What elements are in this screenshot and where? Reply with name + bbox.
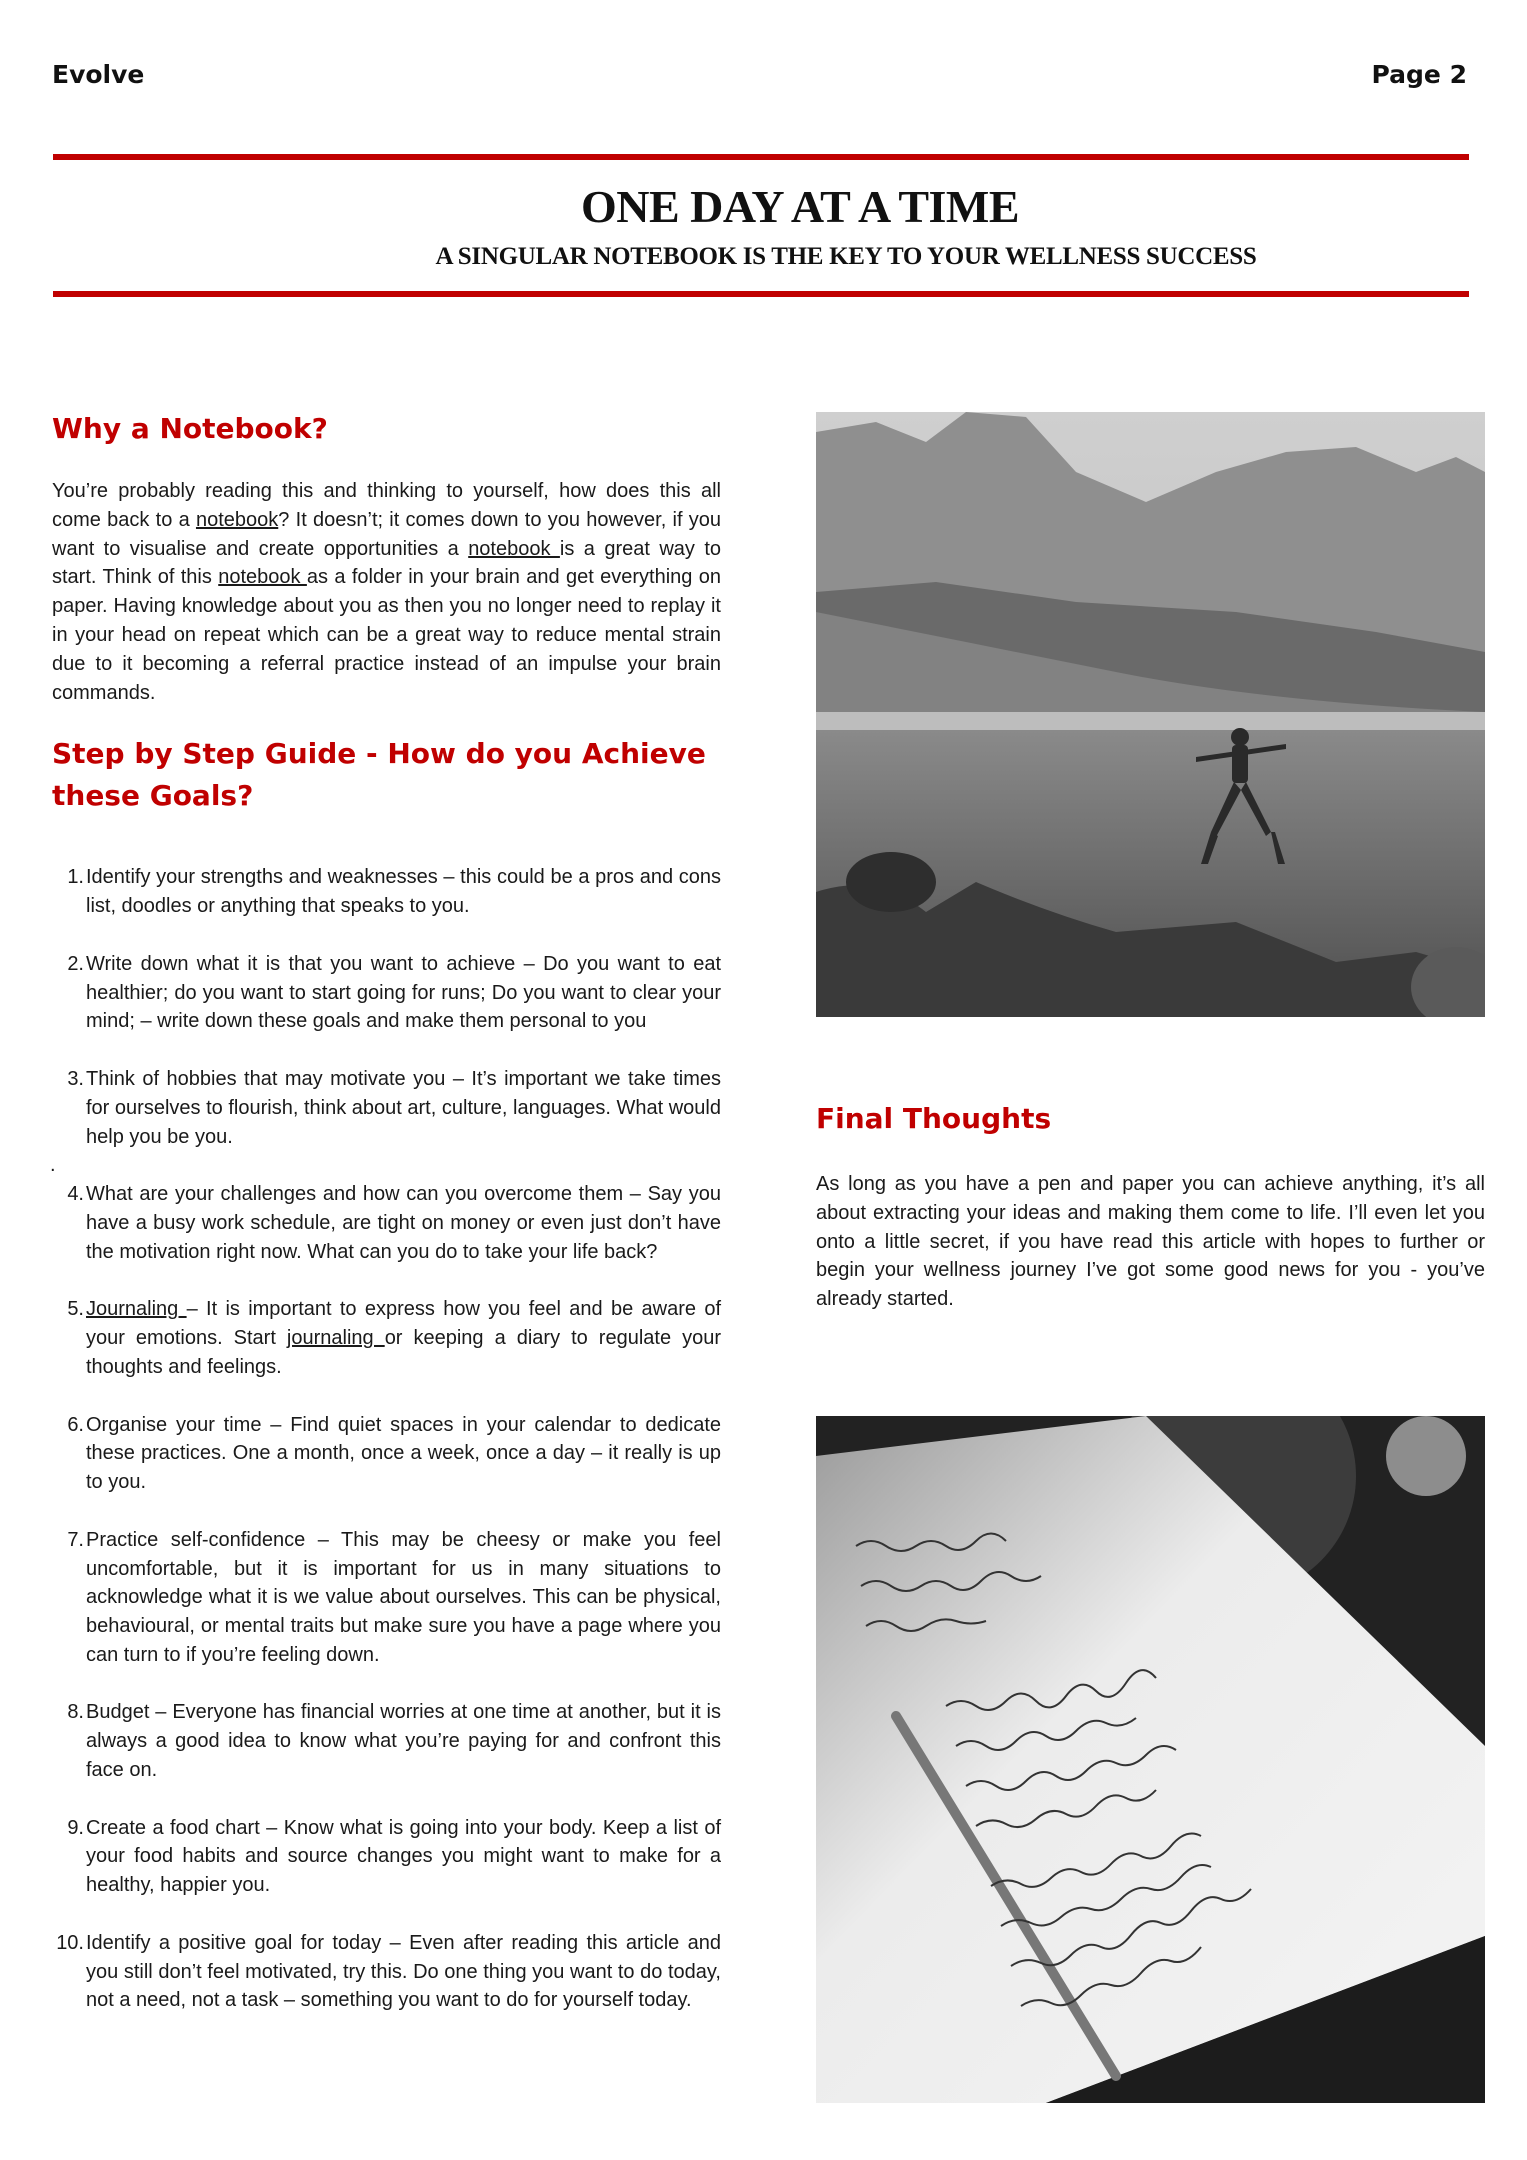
item-number: 3. bbox=[67, 1067, 84, 1090]
left-column bbox=[52, 408, 721, 2044]
item-number: 5. bbox=[67, 1298, 84, 1321]
item-number: 8. bbox=[67, 1701, 84, 1724]
item-number: 9. bbox=[67, 1816, 84, 1839]
guide-heading: Step by Step Guide - How do you Achieve these Goals? bbox=[52, 737, 706, 813]
notebook-link[interactable]: notebook bbox=[195, 508, 279, 531]
text: as a folder in your brain and get everything on paper. Having knowledge about you as then you no longer need to replay it in your head on repeat which can be a great way to reduce mental strain due to it becoming a referral practice instead of an impulse your brain commands. bbox=[52, 566, 721, 704]
notebook-link[interactable]: notebook bbox=[468, 537, 560, 560]
text: is a great way to start. Think of this bbox=[52, 537, 721, 589]
text: ? It doesn’t; it comes down to you however, if you want to visualise and create opportunities a bbox=[52, 508, 721, 560]
list-item bbox=[52, 1065, 721, 1151]
bottom-divider bbox=[53, 291, 1469, 297]
item-number: 4. bbox=[67, 1183, 84, 1206]
item-text: Think of hobbies that may motivate you – It’s important we take times for ourselves to flourish, think about art, culture, languages. What would help you be you. bbox=[86, 1067, 721, 1148]
item-text: Identify your strengths and weaknesses – this could be a pros and cons list, doodles or anything that speaks to you. bbox=[86, 866, 721, 918]
item-text: Budget – Everyone has financial worries at one time at another, but it is always a good idea to know what you’re paying for and confront this face on. bbox=[86, 1701, 721, 1782]
list-item bbox=[52, 1698, 721, 1784]
list-item bbox=[52, 1526, 721, 1670]
list-item bbox=[52, 863, 721, 921]
list-item bbox=[52, 950, 721, 1036]
brand-name: Evolve bbox=[52, 60, 145, 89]
page-subtitle: A SINGULAR NOTEBOOK IS THE KEY TO YOUR WELLNESS SUCCESS bbox=[435, 243, 1257, 270]
why-paragraph bbox=[52, 477, 721, 707]
item-text: Organise your time – Find quiet spaces in your calendar to dedicate these practices. One a month, once a week, once a day – it really is up to you. bbox=[86, 1413, 721, 1494]
item-number: 6. bbox=[67, 1413, 84, 1436]
page-title: ONE DAY AT A TIME bbox=[580, 181, 1020, 232]
stray-mark: . bbox=[50, 1154, 56, 1177]
page-number: Page 2 bbox=[1371, 60, 1467, 89]
final-paragraph: As long as you have a pen and paper you can achieve anything, it’s all about extracting your ideas and making them come to life. I’ll even let you onto a little secret, if you have read this article with hopes to further or begin your wellness journey I’ve got some good news for you - you’ve already started. bbox=[816, 1173, 1485, 1311]
item-number: 10. bbox=[56, 1931, 84, 1954]
text: You’re probably reading this and thinking to yourself, how does this all come back to a bbox=[52, 480, 721, 531]
list-item bbox=[52, 1295, 721, 1381]
item-text: – It is important to express how you feel and be aware of your emotions. Start bbox=[86, 1298, 721, 1350]
steps-list bbox=[52, 863, 721, 2015]
list-item bbox=[52, 1180, 721, 1266]
item-text: Identify a positive goal for today – Even after reading this article and you still don’t feel motivated, try this. Do one thing you want to do today, not a need, not a task – something you want to do for yourself today. bbox=[86, 1931, 721, 2012]
list-item bbox=[52, 1411, 721, 1497]
journaling-link[interactable]: journaling bbox=[286, 1327, 385, 1350]
list-item bbox=[52, 1929, 721, 2015]
item-text: Practice self-confidence – This may be cheesy or make you feel uncomfortable, but it is important for us in many situations to acknowledge what it is we value about ourselves. This can be physical, behavioural, or mental traits but make sure you have a page where you can turn to if you’re feeling down. bbox=[86, 1528, 721, 1666]
final-heading: Final Thoughts bbox=[816, 1102, 1052, 1135]
item-text: What are your challenges and how can you overcome them – Say you have a busy work schedule, are tight on money or even just don’t have the motivation right now. What can you do to take your life back? bbox=[86, 1183, 721, 1263]
item-number: 1. bbox=[67, 866, 84, 889]
yoga-beach-photo bbox=[816, 412, 1485, 1017]
item-number: 7. bbox=[67, 1528, 84, 1551]
item-text: Create a food chart – Know what is going into your body. Keep a list of your food habits and source changes you might want to make for a healthy, happier you. bbox=[86, 1816, 721, 1897]
right-column bbox=[816, 1098, 1485, 1314]
top-divider bbox=[53, 154, 1469, 160]
notebook-link[interactable]: notebook bbox=[218, 566, 307, 589]
item-text: or keeping a diary to regulate your thoughts and feelings. bbox=[86, 1327, 721, 1378]
journaling-link[interactable]: Journaling bbox=[86, 1298, 187, 1321]
item-number: 2. bbox=[67, 952, 84, 975]
item-text: Write down what it is that you want to achieve – Do you want to eat healthier; do you want to start going for runs; Do you want to clear your mind; – write down these goals and make them personal to you bbox=[86, 952, 721, 1033]
why-heading: Why a Notebook? bbox=[52, 412, 328, 445]
list-item bbox=[52, 1814, 721, 1900]
notebook-photo bbox=[816, 1416, 1485, 2103]
